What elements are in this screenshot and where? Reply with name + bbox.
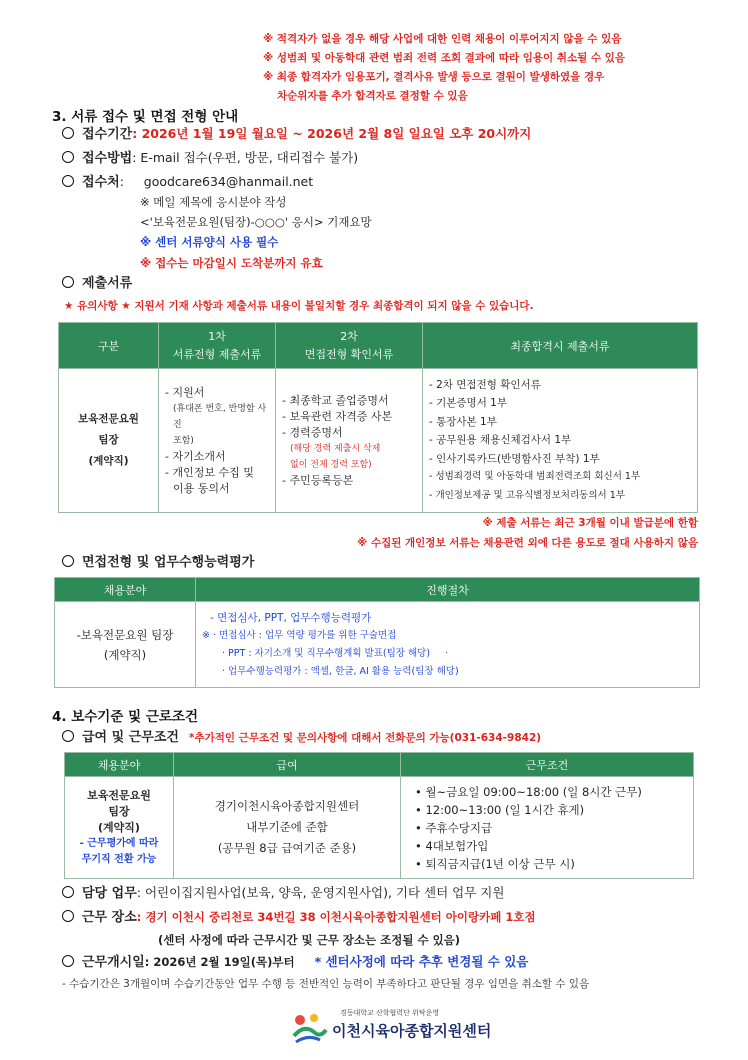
- circle-bullet-icon: [62, 886, 74, 898]
- interview-table: [54, 577, 700, 688]
- label: 근무 장소: [82, 910, 137, 925]
- label: 담당 업무: [82, 886, 137, 901]
- docs-note: ※ 수집된 개인정보 서류는 채용관련 외에 다른 용도로 절대 사용하지 않음: [357, 537, 698, 549]
- header-cell: 근무조건: [401, 753, 694, 777]
- note-line: ※ 성범죄 및 아동학대 관련 범죄 전력 조회 결과에 따라 임용이 취소될 수 있음: [263, 52, 626, 64]
- top-notes: [263, 30, 625, 106]
- circle-bullet-icon: [62, 730, 74, 742]
- circle-bullet-icon: [62, 175, 74, 187]
- label: 제출서류: [82, 276, 133, 291]
- probation-note: - 수습기간은 3개월이며 수습기간동안 업무 수행 등 전반적인 능력이 부족하다고 판단될 경우 임면을 취소할 수 있음: [62, 978, 590, 990]
- steps-cell: - 면접심사, PPT, 업무수행능력평가 ※ · 면접심사 : 업무 역량 평가를 위한 구술면접 · PPT : 자기소개 및 직무수행계획 발표(팀장 해당) · · 업무수행능력평가 : 엑셀, 한글, AI 활용 능력(팀장 해당): [196, 602, 700, 688]
- circle-bullet-icon: [62, 127, 74, 139]
- header-cell: 1차 서류전형 제출서류: [159, 323, 276, 369]
- value: : 2026년 2월 19일(목)부터: [144, 955, 295, 969]
- mail-note: ※ 메일 제목에 응시분야 작성: [140, 195, 287, 209]
- place-note: (센터 사정에 따라 근무시간 및 근무 장소는 조정될 수 있음): [158, 933, 461, 947]
- header-cell: 최종합격시 제출서류: [423, 323, 698, 369]
- logo-title: 이천시육아종합지원센터: [332, 1022, 492, 1040]
- label: 근무개시일: [82, 955, 145, 970]
- final-docs-cell: - 2차 면접전형 확인서류 - 기본증명서 1부 - 통장사본 1부 - 공무원용 채용신체검사서 1부 - 인사기록카드(반명함사진 부착) 1부 - 성범죄경력 및 아동학대 범죄전력조회 회신서 1부 - 개인정보제공 및 고유식별정보처리동의서 1부: [423, 369, 698, 513]
- docs-table: [58, 322, 698, 513]
- circle-bullet-icon: [62, 955, 74, 967]
- header-cell: 급여: [174, 753, 401, 777]
- header-cell: 진행절차: [196, 578, 700, 602]
- label: 접수기간: [82, 127, 133, 142]
- conditions-cell: • 월~금요일 09:00~18:00 (일 8시간 근무) • 12:00~13:00 (일 1시간 휴게) • 주휴수당지급 • 4대보험가입 • 퇴직금지급(1년 이상 근무 시): [401, 777, 694, 879]
- label: 접수방법: [82, 151, 133, 166]
- start-line: [62, 953, 528, 972]
- mail-note: ※ 접수는 마감일시 도착분까지 유효: [140, 256, 323, 270]
- second-docs-cell: - 최종학교 졸업증명서 - 보육관련 자격증 사본 - 경력증명서 (해당 경력 제출시 삭제 없이 전체 경력 포함) - 주민등록등본: [276, 369, 423, 513]
- section-title: 4. 보수기준 및 근로조건: [52, 709, 198, 725]
- email-link[interactable]: : goodcare634@hanmail.net: [119, 174, 314, 189]
- first-docs-cell: - 지원서 (휴대폰 번호, 반명함 사진 포함) - 자기소개서 - 개인정보 수집 및 이용 동의서: [159, 369, 276, 513]
- pay-table: [64, 752, 694, 879]
- mail-note: <'보육전문요원(팀장)-○○○' 응시> 기재요망: [140, 215, 372, 229]
- circle-bullet-icon: [62, 276, 74, 288]
- circle-bullet-icon: [62, 555, 74, 567]
- interview-heading: [62, 553, 254, 572]
- header-cell: 채용분야: [55, 578, 196, 602]
- docs-note: ※ 제출 서류는 최근 3개월 이내 발급분에 한함: [482, 517, 698, 529]
- category-cell: 보육전문요원 팀장 (계약직): [59, 369, 159, 513]
- place-line: [62, 908, 536, 927]
- center-logo: [290, 1008, 490, 1048]
- receipt-place: [62, 173, 313, 192]
- start-note: * 센터사정에 따라 추후 변경될 수 있음: [314, 954, 529, 969]
- header-cell: 2차 면접전형 확인서류: [276, 323, 423, 369]
- note-line: ※ 적격자가 없을 경우 해당 사업에 대한 인력 채용이 이루어지지 않을 수 있음: [263, 33, 622, 45]
- field-cell: 보육전문요원 팀장 (계약직) - 근무평가에 따라 무기직 전환 가능: [65, 777, 174, 879]
- value: : 어린이집지원사업(보육, 양육, 운영지원사업), 기타 센터 업무 지원: [136, 885, 505, 900]
- logo-caption: 경동대학교 산학협력단 위탁운영: [340, 1009, 440, 1017]
- label: 접수처: [82, 175, 120, 190]
- section-title: 3. 서류 접수 및 면접 전형 안내: [52, 109, 239, 125]
- header-cell: 구분: [59, 323, 159, 369]
- duty-line: [62, 884, 504, 903]
- circle-bullet-icon: [62, 910, 74, 922]
- salary-cell: 경기이천시육아종합지원센터 내부기준에 준함 (공무원 8급 급여기준 준용): [174, 777, 401, 879]
- value: : 경기 이천시 중리천로 34번길 38 이천시육아종합지원센터 아이랑카페 1호점: [136, 910, 536, 924]
- field-cell: -보육전문요원 팀장 (계약직): [55, 602, 196, 688]
- mail-note: ※ 센터 서류양식 사용 필수: [140, 235, 279, 249]
- label: 급여 및 근무조건: [82, 730, 179, 745]
- logo-mark-icon: [290, 1010, 330, 1046]
- circle-bullet-icon: [62, 151, 74, 163]
- pay-note: *추가적인 근무조건 및 문의사항에 대해서 전화문의 가능(031-634-9842): [188, 732, 542, 744]
- receipt-period: [62, 125, 531, 144]
- note-line: ※ 최종 합격자가 임용포기, 결격사유 발생 등으로 결원이 발생하였을 경우: [263, 71, 605, 83]
- value: : 2026년 1월 19일 월요일 ~ 2026년 2월 8일 일요일 오후 20시까지: [132, 126, 532, 141]
- docs-warning: ★ 유의사항 ★ 지원서 기재 사항과 제출서류 내용이 불일치할 경우 최종합격이 되지 않을 수 있습니다.: [64, 300, 534, 312]
- value: : E-mail 접수(우편, 방문, 대리접수 불가): [132, 150, 359, 165]
- note-line: 차순위자를 추가 합격자로 결정할 수 있음: [277, 90, 468, 102]
- pay-heading: [62, 728, 541, 747]
- label: 면접전형 및 업무수행능력평가: [82, 555, 255, 570]
- docs-heading: [62, 274, 132, 293]
- header-cell: 채용분야: [65, 753, 174, 777]
- receipt-method: [62, 149, 358, 168]
